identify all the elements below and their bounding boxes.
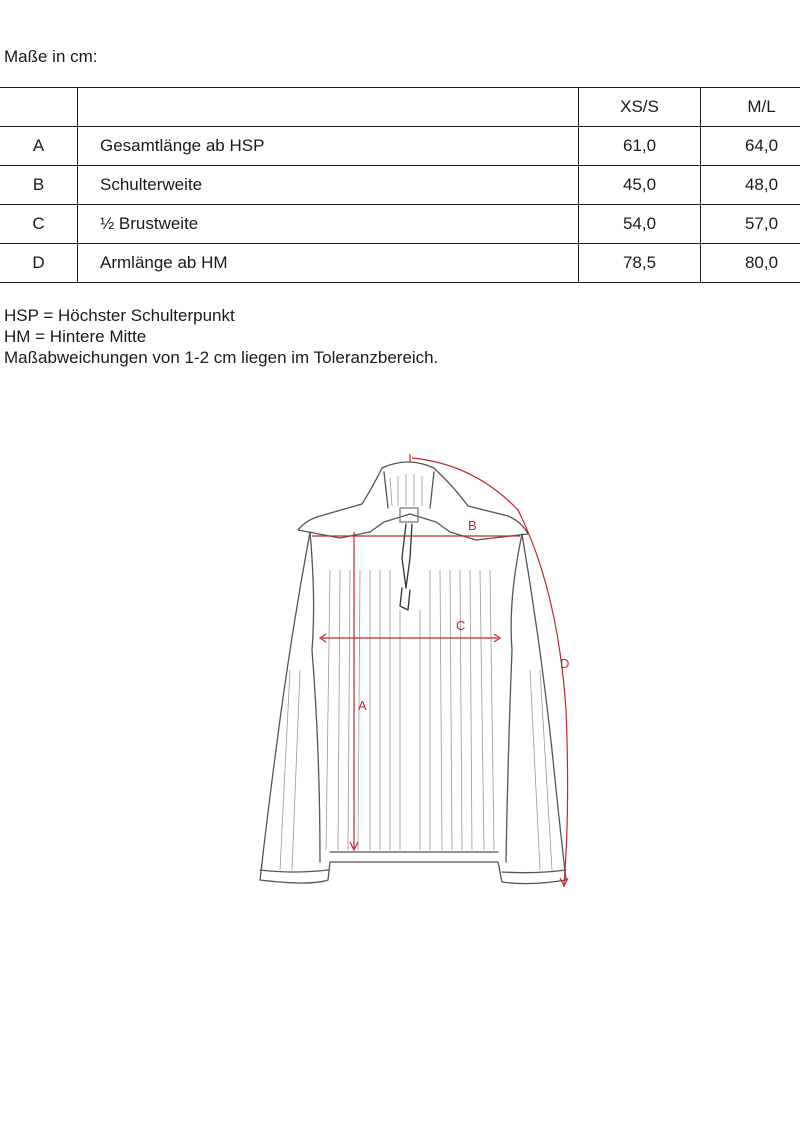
note-hsp: HSP = Höchster Schulterpunkt [4, 306, 235, 325]
row-key: D [0, 244, 78, 283]
row-name: Schulterweite [78, 166, 579, 205]
row-xs-s: 45,0 [579, 166, 701, 205]
label-c: C [456, 618, 466, 633]
row-m-l: 48,0 [701, 166, 800, 205]
row-xs-s: 54,0 [579, 205, 701, 244]
sweater-outline [260, 462, 566, 884]
table-header-row [0, 88, 800, 127]
row-xs-s: 61,0 [579, 127, 701, 166]
row-name: ½ Brustweite [78, 205, 579, 244]
label-b: B [468, 518, 477, 533]
row-name: Gesamtlänge ab HSP [78, 127, 579, 166]
measure-lines [312, 454, 568, 886]
row-m-l: 80,0 [701, 244, 800, 283]
note-hm: HM = Hintere Mitte [4, 327, 147, 346]
table-row [0, 244, 800, 283]
notes [4, 305, 438, 368]
label-a: A [358, 698, 367, 713]
row-name: Armlänge ab HM [78, 244, 579, 283]
row-key: C [0, 205, 78, 244]
row-key: B [0, 166, 78, 205]
header-m-l: M/L [701, 88, 800, 127]
row-m-l: 57,0 [701, 205, 800, 244]
table-row [0, 127, 800, 166]
header-key [0, 88, 78, 127]
row-m-l: 64,0 [701, 127, 800, 166]
row-xs-s: 78,5 [579, 244, 701, 283]
note-tolerance: Maßabweichungen von 1-2 cm liegen im Toleranzbereich. [4, 348, 439, 367]
sweater-sketch [250, 450, 590, 895]
header-xs-s: XS/S [579, 88, 701, 127]
table-row [0, 166, 800, 205]
page-title: Maße in cm: [4, 47, 98, 66]
row-key: A [0, 127, 78, 166]
size-table [0, 87, 800, 283]
header-name [78, 88, 579, 127]
table-row [0, 205, 800, 244]
label-d: D [560, 656, 570, 671]
